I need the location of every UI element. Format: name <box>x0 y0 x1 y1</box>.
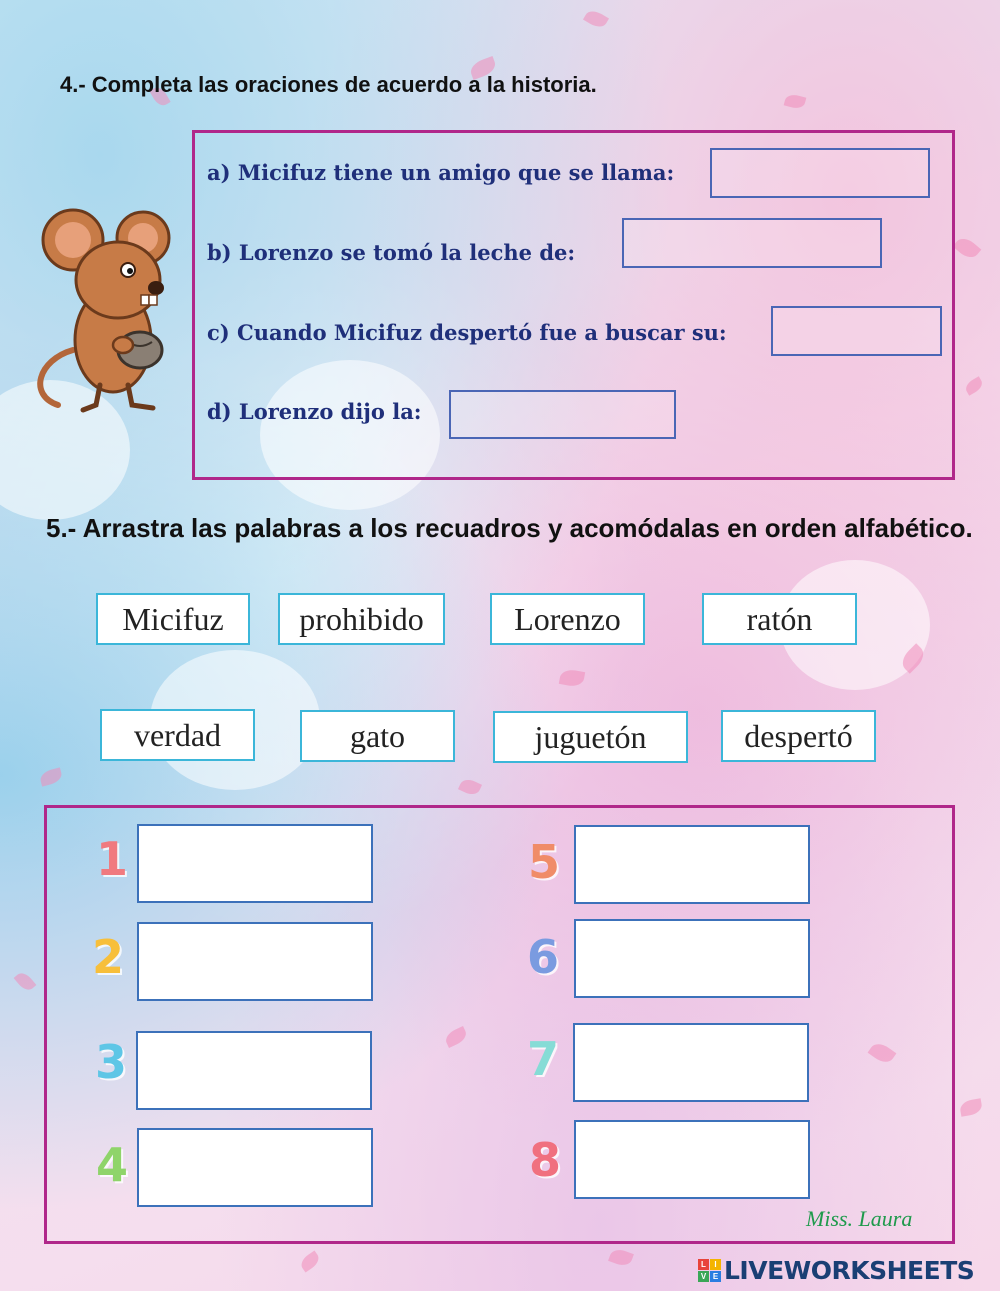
slot-number-7: 7 <box>527 1032 560 1086</box>
question-b: b) Lorenzo se tomó la leche de: <box>207 240 576 265</box>
question-d: d) Lorenzo dijo la: <box>207 399 422 424</box>
brand-logo-icon: L I V E <box>698 1259 721 1282</box>
drop-slot-8[interactable] <box>574 1120 810 1199</box>
slot-number-6: 6 <box>527 930 560 984</box>
draggable-word[interactable]: prohibido <box>278 593 445 645</box>
drop-slot-3[interactable] <box>136 1031 372 1110</box>
section5-heading: 5.- Arrastra las palabras a los recuadros y acomódalas en orden alfabético. <box>46 513 973 543</box>
brand-name: LIVEWORKSHEETS <box>724 1256 975 1285</box>
drop-slot-2[interactable] <box>137 922 373 1001</box>
author-signature: Miss. Laura <box>806 1206 913 1231</box>
drop-slot-4[interactable] <box>137 1128 373 1207</box>
draggable-word[interactable]: Lorenzo <box>490 593 645 645</box>
drop-slot-5[interactable] <box>574 825 810 904</box>
mouse-icon <box>28 200 178 430</box>
liveworksheets-logo <box>698 1256 974 1285</box>
slot-number-1: 1 <box>96 832 129 886</box>
slot-number-4: 4 <box>96 1138 129 1192</box>
draggable-word[interactable]: ratón <box>702 593 857 645</box>
draggable-word[interactable]: verdad <box>100 709 255 761</box>
answer-field-c[interactable] <box>771 306 942 356</box>
answer-field-b[interactable] <box>622 218 882 268</box>
draggable-word[interactable]: juguetón <box>493 711 688 763</box>
draggable-word[interactable]: Micifuz <box>96 593 250 645</box>
drop-slot-6[interactable] <box>574 919 810 998</box>
slot-number-8: 8 <box>529 1133 562 1187</box>
question-c: c) Cuando Micifuz despertó fue a buscar su: <box>207 320 727 345</box>
drop-slot-1[interactable] <box>137 824 373 903</box>
question-a: a) Micifuz tiene un amigo que se llama: <box>207 160 675 185</box>
slot-number-3: 3 <box>95 1035 128 1089</box>
draggable-word[interactable]: despertó <box>721 710 876 762</box>
draggable-word[interactable]: gato <box>300 710 455 762</box>
answer-field-a[interactable] <box>710 148 930 198</box>
slot-number-2: 2 <box>92 930 125 984</box>
section4-heading: 4.- Completa las oraciones de acuerdo a la historia. <box>60 72 597 97</box>
answer-field-d[interactable] <box>449 390 676 439</box>
drop-slot-7[interactable] <box>573 1023 809 1102</box>
slot-number-5: 5 <box>528 835 561 889</box>
